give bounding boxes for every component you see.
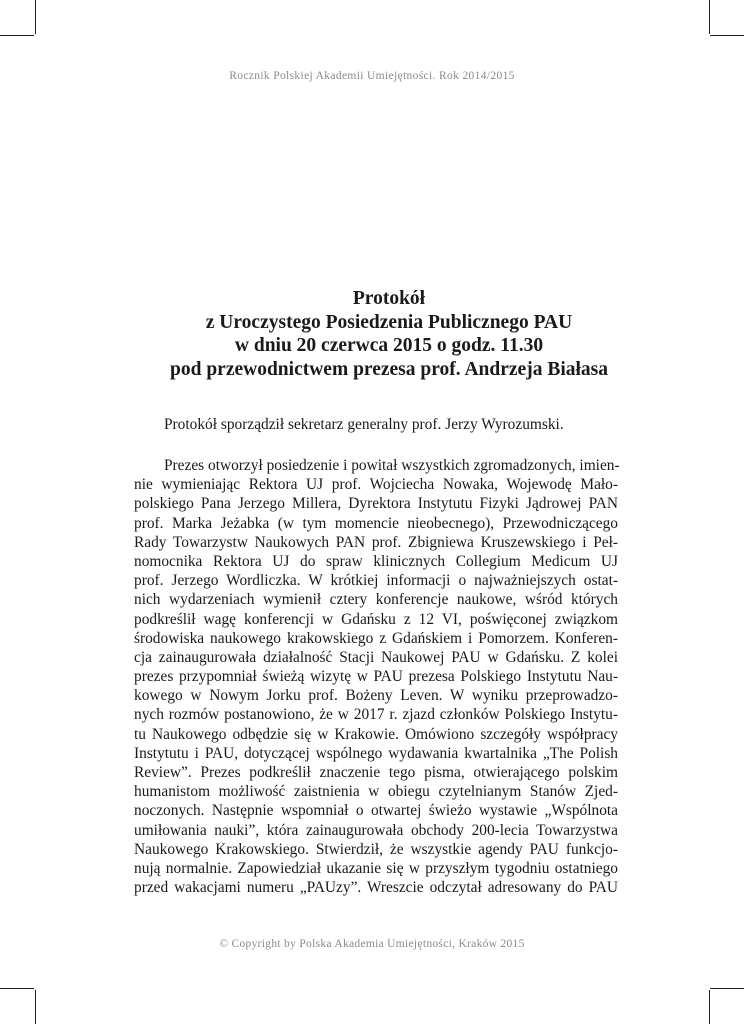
- title-line: pod przewodnictwem prezesa prof. Andrzeja Białasa: [170, 358, 608, 380]
- paragraph-line: przed wakacjami numeru „PAUzy”. Wreszcie odczytał adresowany do PAU: [134, 879, 618, 897]
- paragraph-line: podkreślił wagę konferencji w Gdańsku z 12 VI, poświęconej związkom: [134, 610, 618, 628]
- paragraph-line: nie wymieniając Rektora UJ prof. Wojciecha Nowaka, Wojewodę Mało-: [134, 476, 618, 494]
- crop-mark-bottom-left-horizontal: [0, 988, 34, 989]
- paragraph-line: Instytutu i PAU, dotyczącej wspólnego wydawania kwartalnika „The Polish: [134, 744, 618, 762]
- title-line: w dniu 20 czerwca 2015 o godz. 11.30: [234, 335, 544, 357]
- body-paragraph: [134, 456, 618, 897]
- intro-line: Protokół sporządził sekretarz generalny prof. Jerzy Wyrozumski.: [164, 416, 564, 433]
- paragraph-line: tu Naukowego odbędzie się w Krakowie. Omówiono szczegóły współpracy: [134, 725, 618, 743]
- paragraph-line: prof. Jerzego Wordliczka. W krótkiej informacji o najważniejszych ostat-: [134, 572, 618, 590]
- paragraph-line: Review”. Prezes podkreślił znaczenie tego pisma, otwierającego polskim: [134, 764, 618, 781]
- paragraph-line: nują normalnie. Zapowiedział ukazanie się w przyszłym tygodniu ostatniego: [134, 859, 618, 877]
- crop-mark-top-left-vertical: [35, 0, 36, 34]
- paragraph-line: polskiego Pana Jerzego Millera, Dyrektora Instytutu Fizyki Jądrowej PAN: [134, 495, 618, 513]
- paragraph-line: Rady Towarzystw Naukowych PAN prof. Zbigniewa Kruszewskiego i Peł-: [134, 533, 618, 551]
- paragraph-line: cja zainaugurowała działalność Stacji Naukowej PAU w Gdańsku. Z kolei: [134, 648, 618, 666]
- title-line: Protokół: [352, 288, 426, 309]
- paragraph-line: noczonych. Następnie wspomniał o otwartej świeżo wystawie „Wspólnota: [134, 802, 618, 820]
- paragraph-line: Naukowego Krakowskiego. Stwierdził, że wszystkie agendy PAU funkcjo-: [134, 840, 618, 858]
- paragraph-line: prof. Marka Jeżabka (w tym momencie nieobecnego), Przewodniczącego: [134, 514, 618, 532]
- crop-mark-top-right-horizontal: [710, 35, 744, 36]
- paragraph-line: prezes przypomniał świeżą wizytę w PAU prezesa Polskiego Instytutu Nau-: [134, 668, 618, 686]
- paragraph-line: kowego w Nowym Jorku prof. Bożeny Leven. W wyniku przeprowadzo-: [134, 687, 618, 705]
- paragraph-line: humanistom możliwość zaistnienia w obiegu czytelnianym Stanów Zjed-: [134, 783, 618, 801]
- crop-mark-top-right-vertical: [709, 0, 710, 34]
- paragraph-line: środowiska naukowego krakowskiego z Gdańskiem i Pomorzem. Konferen-: [134, 629, 618, 647]
- running-header: Rocznik Polskiej Akademii Umiejętności. Rok 2014/2015: [229, 70, 515, 82]
- paragraph-line: nich wydarzeniach wymienił cztery konferencje naukowe, wśród których: [134, 591, 618, 609]
- paragraph-line: nych rozmów postanowiono, że w 2017 r. zjazd członków Polskiego Instytu-: [134, 706, 618, 724]
- paragraph-line: Prezes otworzył posiedzenie i powitał wszystkich zgromadzonych, imien-: [164, 457, 620, 474]
- crop-mark-bottom-left-vertical: [35, 990, 36, 1024]
- paragraph-line: nomocnika Rektora UJ do spraw klinicznych Collegium Medicum UJ: [134, 552, 618, 570]
- crop-mark-bottom-right-horizontal: [710, 988, 744, 989]
- title-line: z Uroczystego Posiedzenia Publicznego PAU: [205, 311, 573, 333]
- crop-mark-top-left-horizontal: [0, 35, 34, 36]
- paragraph-line: umiłowania nauki”, która zainaugurowała obchody 200-lecia Towarzystwa: [134, 821, 618, 839]
- document-title: [100, 287, 678, 381]
- copyright-footer: © Copyright by Polska Akademia Umiejętności, Kraków 2015: [219, 938, 525, 950]
- crop-mark-bottom-right-vertical: [709, 990, 710, 1024]
